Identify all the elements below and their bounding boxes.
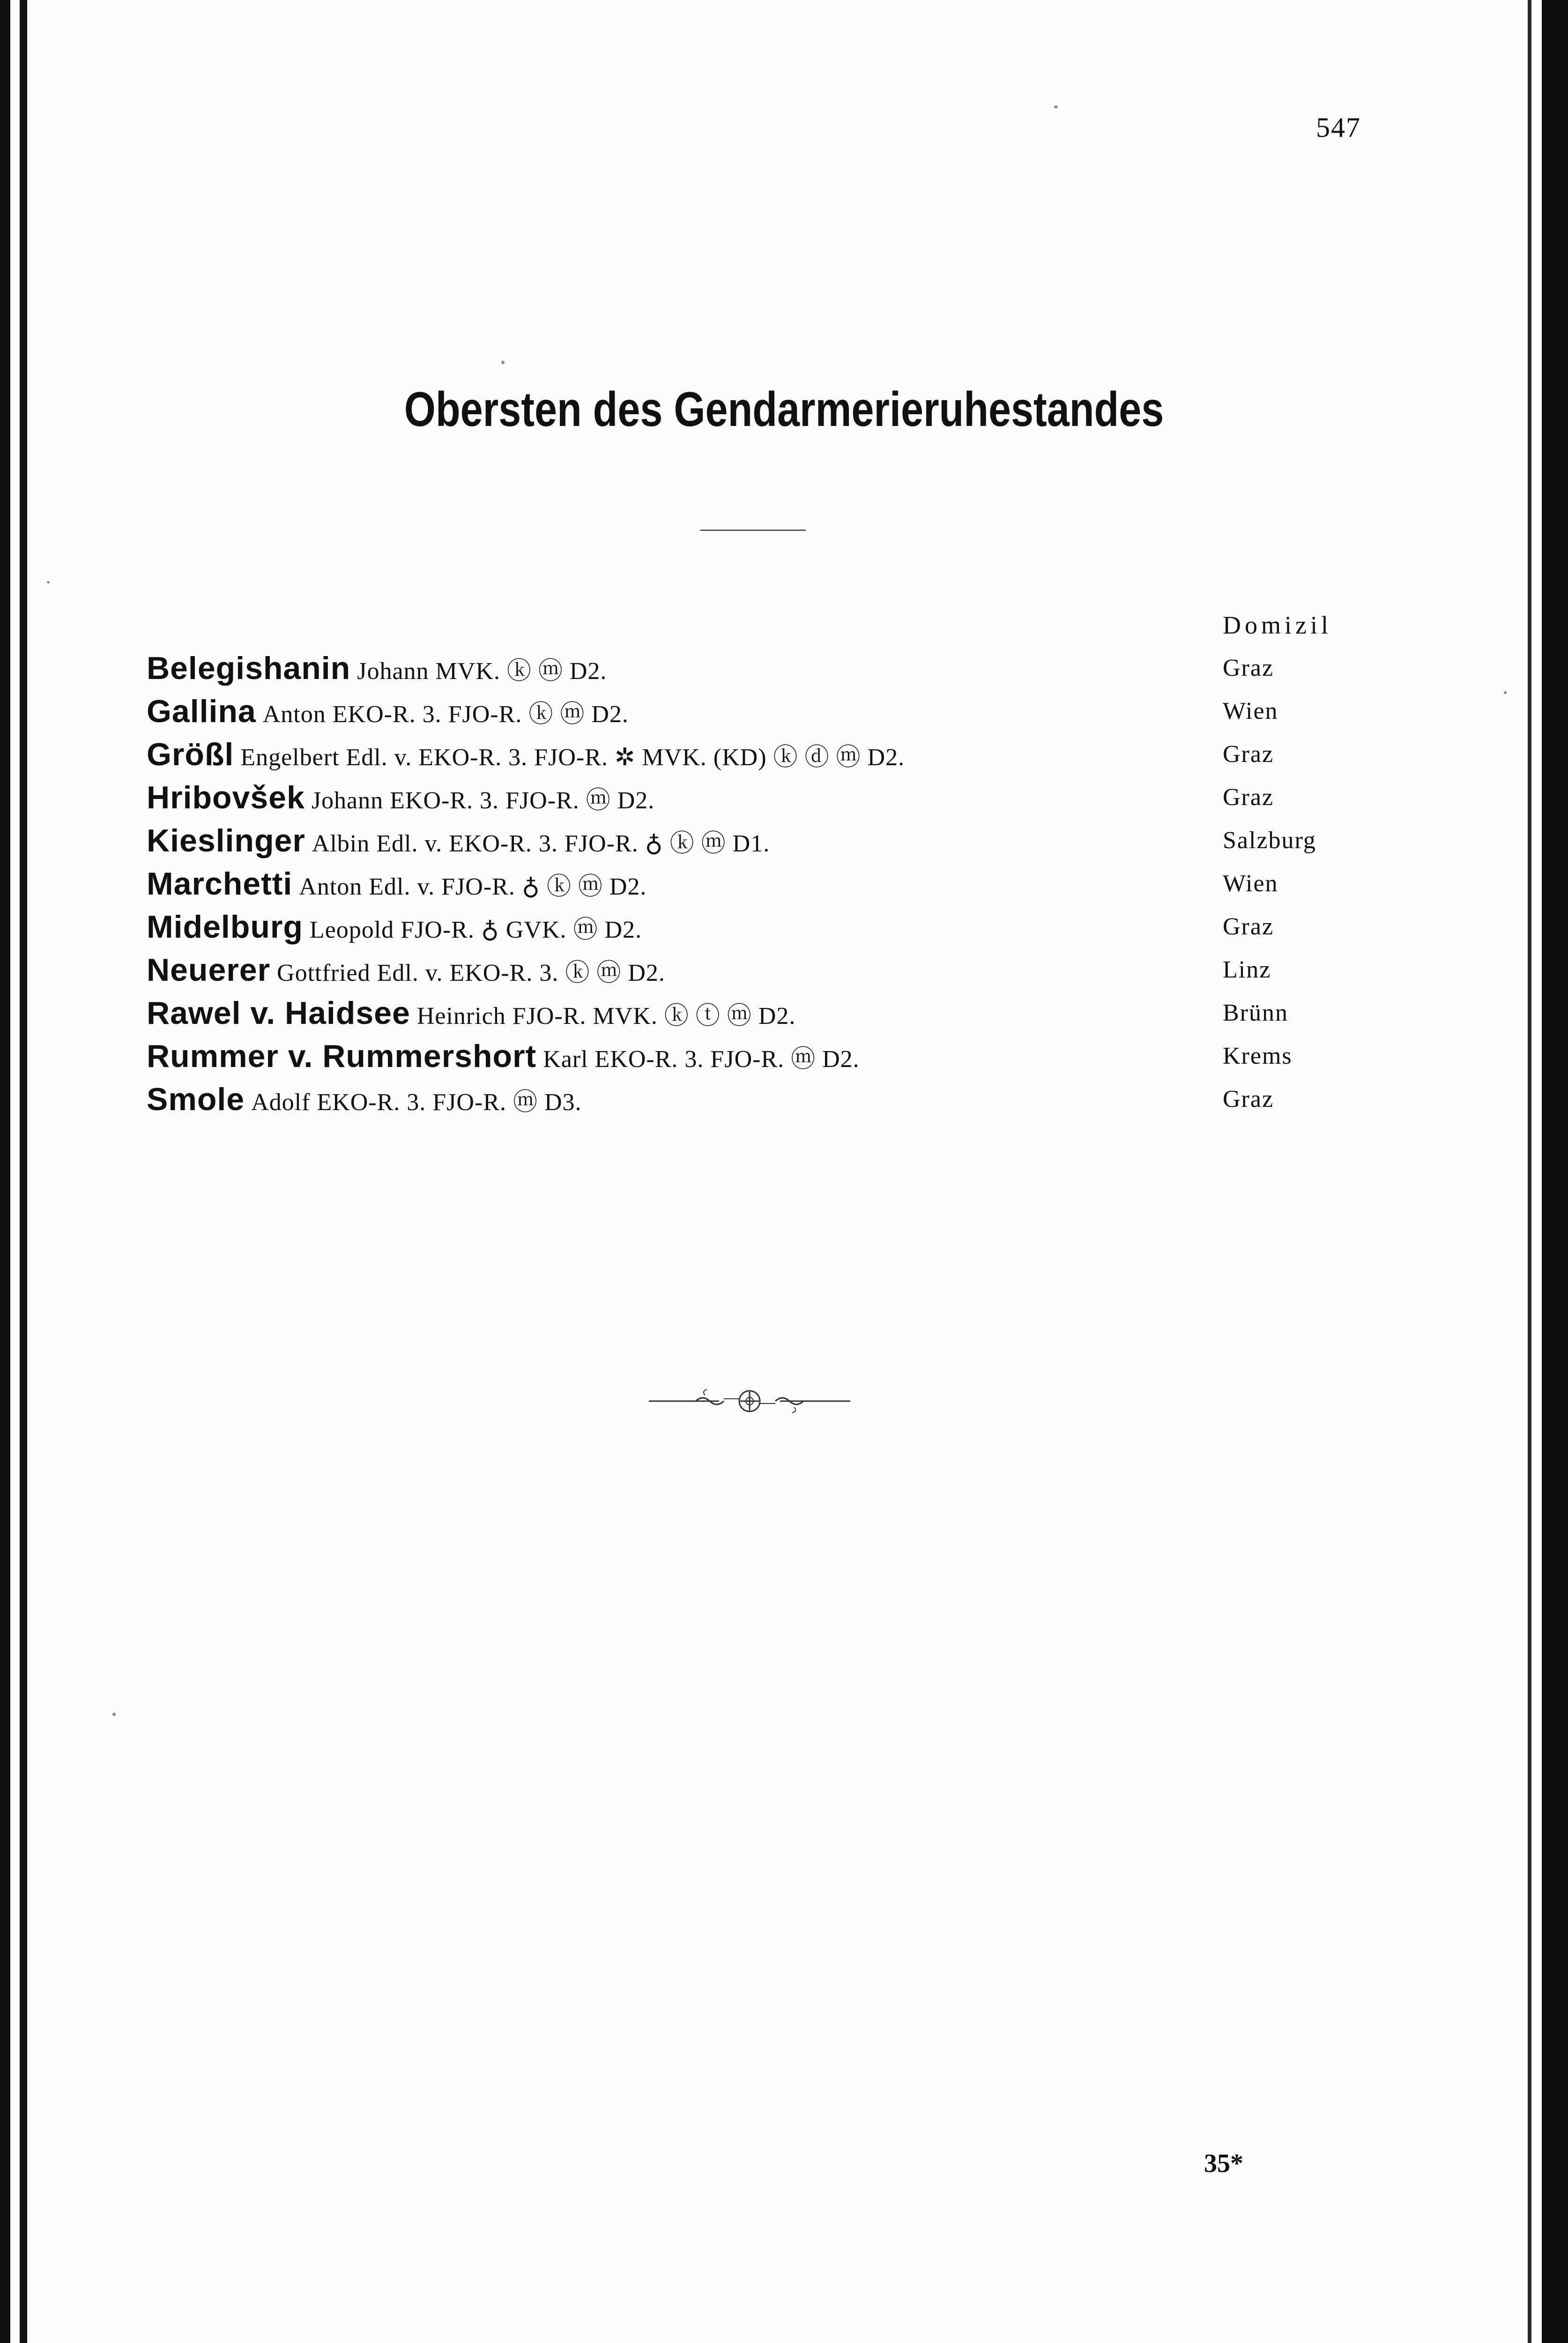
left-binding-edge bbox=[0, 0, 10, 2343]
list-item bbox=[147, 647, 1533, 690]
page-number: 547 bbox=[1316, 112, 1361, 143]
entry-details: Engelbert Edl. v. EKO-R. 3. FJO-R. ✲ MVK. (KD) ⓚ ⓓ ⓜ D2. bbox=[240, 744, 905, 771]
list-item bbox=[147, 690, 1533, 733]
entry-surname: Rummer v. Rummershort bbox=[147, 1038, 537, 1074]
officer-list bbox=[147, 647, 1533, 1121]
entry-domizil: Brünn bbox=[1223, 1000, 1288, 1026]
entry-details: Gottfried Edl. v. EKO-R. 3. ⓚ ⓜ D2. bbox=[277, 960, 665, 986]
entry-details: Leopold FJO-R. ♁ GVK. ⓜ D2. bbox=[309, 917, 642, 943]
entry-details: Heinrich FJO-R. MVK. ⓚ ⓣ ⓜ D2. bbox=[416, 1003, 796, 1030]
entry-details: Anton EKO-R. 3. FJO-R. ⓚ ⓜ D2. bbox=[262, 701, 629, 728]
entry-surname: Neuerer bbox=[147, 952, 271, 988]
page-title: Obersten des Gendarmerieruhestandes bbox=[404, 382, 1164, 437]
scan-speck bbox=[501, 361, 505, 364]
scan-speck bbox=[47, 581, 50, 583]
entry-domizil: Graz bbox=[1223, 913, 1274, 940]
list-item bbox=[147, 776, 1533, 819]
entry-details: Albin Edl. v. EKO-R. 3. FJO-R. ♁ ⓚ ⓜ D1. bbox=[312, 830, 770, 857]
signature-mark: 35* bbox=[1204, 2149, 1243, 2178]
entry-domizil: Graz bbox=[1223, 1086, 1274, 1112]
entry-surname: Marchetti bbox=[147, 866, 293, 902]
scan-speck bbox=[1054, 105, 1058, 108]
domizil-column-header: Domizil bbox=[1223, 611, 1332, 639]
list-item bbox=[147, 819, 1533, 862]
entry-details: Anton Edl. v. FJO-R. ♁ ⓚ ⓜ D2. bbox=[299, 873, 647, 900]
entry-domizil: Krems bbox=[1223, 1043, 1293, 1069]
entry-surname: Kieslinger bbox=[147, 823, 305, 858]
entry-domizil: Wien bbox=[1223, 870, 1278, 897]
list-item bbox=[147, 733, 1533, 776]
entry-domizil: Graz bbox=[1223, 784, 1274, 811]
entry-surname: Gallina bbox=[147, 694, 256, 729]
entry-details: Johann MVK. ⓚ ⓜ D2. bbox=[357, 658, 607, 685]
list-item bbox=[147, 1078, 1533, 1121]
right-page-edge bbox=[1542, 0, 1568, 2343]
entry-domizil: Graz bbox=[1223, 741, 1274, 768]
entry-domizil: Graz bbox=[1223, 655, 1274, 681]
entry-surname: Smole bbox=[147, 1082, 245, 1117]
title-rule bbox=[700, 530, 806, 531]
list-item bbox=[147, 992, 1533, 1035]
list-item bbox=[147, 862, 1533, 905]
entry-surname: Größl bbox=[147, 737, 234, 772]
entry-details: Johann EKO-R. 3. FJO-R. ⓜ D2. bbox=[311, 787, 655, 814]
entry-details: Adolf EKO-R. 3. FJO-R. ⓜ D3. bbox=[251, 1089, 582, 1116]
entry-details: Karl EKO-R. 3. FJO-R. ⓜ D2. bbox=[543, 1046, 860, 1073]
list-item bbox=[147, 905, 1533, 948]
left-binding-shadow bbox=[20, 0, 27, 2343]
list-item bbox=[147, 948, 1533, 992]
entry-surname: Midelburg bbox=[147, 909, 303, 945]
entry-surname: Hribovšek bbox=[147, 780, 305, 815]
entry-domizil: Wien bbox=[1223, 698, 1278, 724]
right-page-shadow bbox=[1528, 0, 1531, 2343]
scan-speck bbox=[112, 1713, 116, 1716]
ornament-divider-icon bbox=[649, 1385, 850, 1418]
entry-domizil: Salzburg bbox=[1223, 827, 1316, 854]
entry-domizil: Linz bbox=[1223, 956, 1271, 983]
entry-surname: Rawel v. Haidsee bbox=[147, 995, 410, 1031]
entry-surname: Belegishanin bbox=[147, 650, 351, 686]
list-item bbox=[147, 1035, 1533, 1078]
